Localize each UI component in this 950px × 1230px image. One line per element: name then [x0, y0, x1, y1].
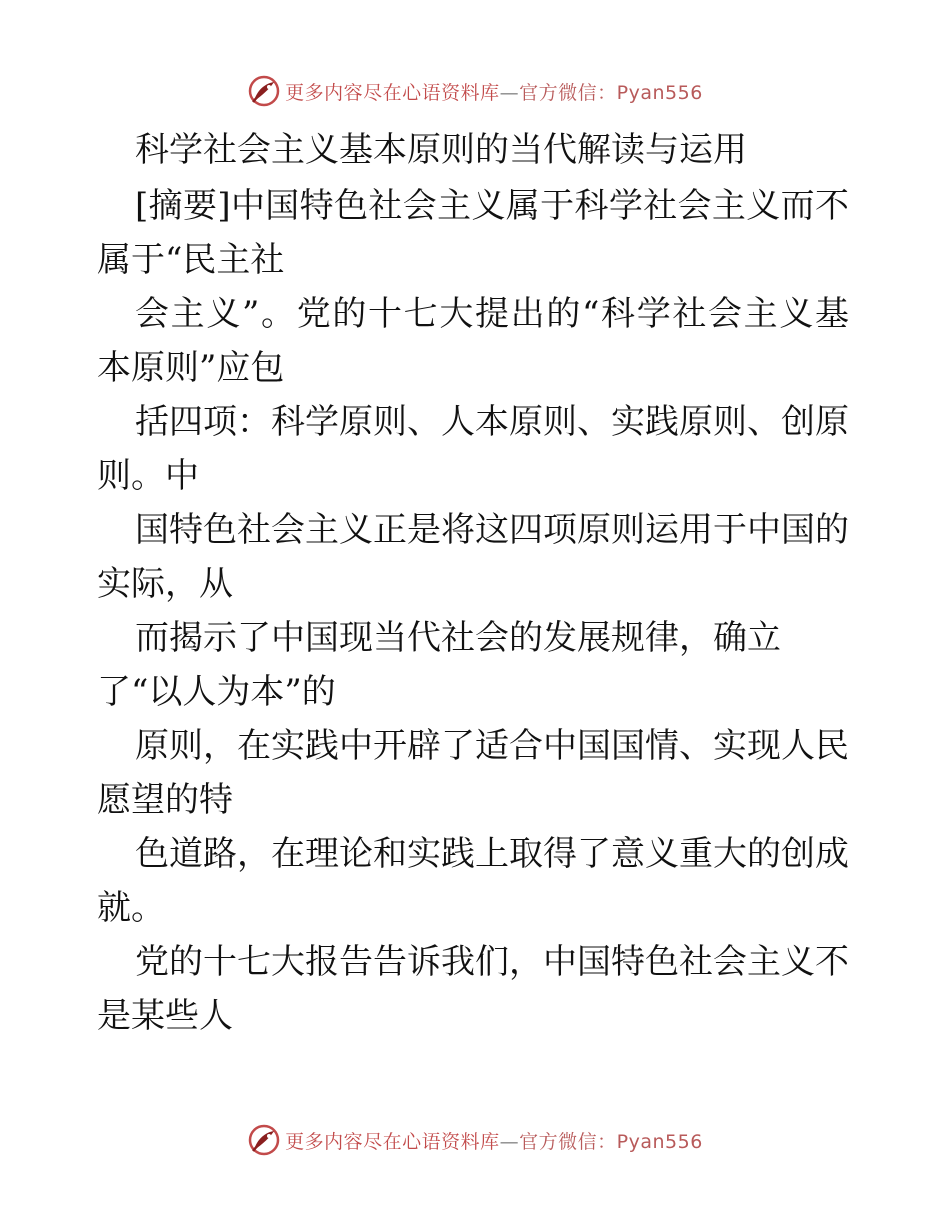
paragraph-line: 愿望的特	[97, 780, 233, 820]
paragraph-line: 就。	[97, 888, 165, 928]
paragraph-line: 括四项：科学原则、人本原则、实践原则、创原	[135, 402, 849, 442]
paragraph-line: 会主义”。党的十七大提出的“科学社会主义基	[135, 294, 849, 334]
paragraph-line: 是某些人	[97, 996, 233, 1036]
paragraph-line: 则。中	[97, 456, 199, 496]
document-title: 科学社会主义基本原则的当代解读与运用	[135, 130, 747, 170]
banner-wechat: 官方微信：Pyan556	[519, 81, 703, 104]
paragraph-line: 而揭示了中国现当代社会的发展规律，确立	[135, 618, 781, 658]
paragraph-line: 实际，从	[97, 564, 233, 604]
banner-dash: —	[499, 1130, 520, 1153]
paragraph-line: 了“以人为本”的	[97, 672, 336, 712]
banner-site: 更多内容尽在心语资料库	[285, 81, 500, 104]
paragraph-line: 色道路，在理论和实践上取得了意义重大的创成	[135, 834, 849, 874]
paragraph-line: 国特色社会主义正是将这四项原则运用于中国的	[135, 510, 849, 550]
banner-wechat: 官方微信：Pyan556	[519, 1130, 703, 1153]
pen-logo-icon	[247, 1123, 281, 1157]
pen-logo-icon	[247, 74, 281, 108]
banner-dash: —	[499, 81, 520, 104]
paragraph-line: 原则，在实践中开辟了适合中国国情、实现人民	[135, 726, 849, 766]
banner-site-text	[285, 78, 703, 105]
banner-site-text	[285, 1127, 703, 1154]
banner-site: 更多内容尽在心语资料库	[285, 1130, 500, 1153]
footer-banner	[0, 1120, 950, 1160]
header-banner	[0, 71, 950, 111]
paragraph-line: 党的十七大报告告诉我们，中国特色社会主义不	[135, 942, 849, 982]
paragraph-line: [摘要]中国特色社会主义属于科学社会主义而不	[135, 186, 849, 226]
paragraph-line: 本原则”应包	[97, 348, 285, 388]
paragraph-line: 属于“民主社	[97, 240, 285, 280]
